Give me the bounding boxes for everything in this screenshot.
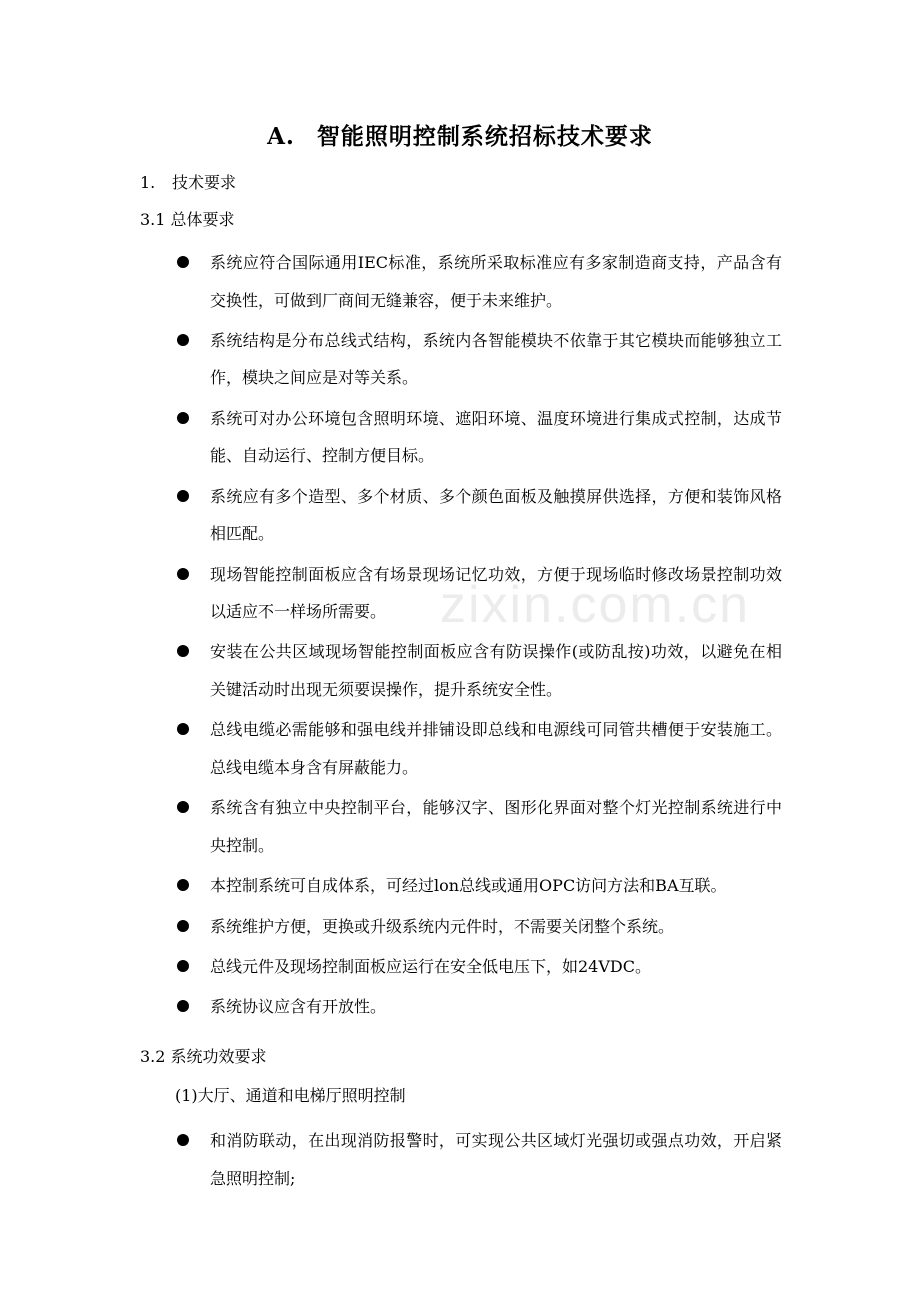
list-item-text: 系统协议应含有开放性。 (210, 997, 387, 1017)
list-item-text: 本控制系统可自成体系，可经过lon总线或通用OPC访问方法和BA互联。 (210, 876, 727, 896)
bullet-icon (177, 723, 189, 735)
list-item-text: 系统应有多个造型、多个材质、多个颜色面板及触摸屏供选择，方便和装饰风格相匹配。 (210, 486, 782, 544)
list-item (0, 908, 782, 946)
title-number: A. (267, 123, 295, 150)
section-title: 技术要求 (172, 173, 237, 192)
subheading: (1)大厅、通道和电梯厅照明控制 (175, 1086, 406, 1105)
section-number: 1. (140, 173, 156, 192)
bullet-icon (177, 256, 189, 268)
document-title (0, 118, 920, 151)
list-item-text: 总线电缆必需能够和强电线并排铺设即总线和电源线可同管共槽便于安装施工。总线电缆本身含有屏蔽能力。 (210, 720, 782, 777)
list-item (0, 633, 782, 708)
list-item (0, 556, 782, 631)
list-item-text: 系统结构是分布总线式结构，系统内各智能模块不依靠于其它模块而能够独立工作，模块之间应是对等关系。 (210, 330, 782, 388)
requirements-list-lobby (0, 1122, 920, 1200)
list-item (0, 711, 782, 786)
bullet-icon (177, 801, 189, 813)
list-item-text: 安装在公共区域现场智能控制面板应含有防误操作(或防乱按)功效，以避免在相关键活动时出现无须要误操作，提升系统安全性。 (210, 642, 782, 699)
bullet-icon (177, 568, 189, 580)
list-item-text: 系统应符合国际通用IEC标准，系统所采取标准应有多家制造商支持，产品含有交换性，可做到厂商间无缝兼容，便于未来维护。 (210, 253, 782, 310)
bullet-icon (177, 490, 189, 502)
list-item-text: 和消防联动，在出现消防报警时，可实现公共区域灯光强切或强点功效，开启紧急照明控制; (210, 1131, 782, 1188)
title-text: 智能照明控制系统招标技术要求 (316, 123, 653, 150)
bullet-icon (177, 960, 189, 972)
watermark: zixin.com.cn (440, 576, 751, 634)
list-item-text: 总线元件及现场控制面板应运行在安全低电压下，如24VDC。 (210, 956, 651, 976)
requirements-list-general (0, 244, 920, 1029)
section-heading-3-2: 3.2 系统功效要求 (140, 1047, 267, 1066)
bullet-icon (177, 645, 189, 657)
list-item (0, 789, 782, 864)
list-item (0, 867, 782, 905)
list-item-text: 系统含有独立中央控制平台，能够汉字、图形化界面对整个灯光控制系统进行中央控制。 (210, 798, 782, 855)
bullet-icon (177, 412, 189, 424)
section-heading-3-1: 3.1 总体要求 (140, 210, 235, 229)
list-item (0, 244, 782, 319)
bullet-icon (177, 879, 189, 891)
section-heading-1 (140, 170, 236, 193)
list-item-text: 系统可对办公环境包含照明环境、遮阳环境、温度环境进行集成式控制，达成节能、自动运行、控制方便目标。 (210, 408, 782, 466)
list-item (0, 948, 782, 986)
list-item (0, 988, 782, 1026)
bullet-icon (177, 920, 189, 932)
bullet-icon (177, 1000, 189, 1012)
list-item (0, 400, 782, 475)
list-item-text: 系统维护方便，更换或升级系统内元件时，不需要关闭整个系统。 (210, 916, 675, 936)
list-item (0, 478, 782, 553)
list-item (0, 322, 782, 397)
bullet-icon (177, 1134, 189, 1146)
list-item (0, 1122, 782, 1197)
bullet-icon (177, 334, 189, 346)
list-item-text: 现场智能控制面板应含有场景现场记忆功效，方便于现场临时修改场景控制功效以适应不一样场所需要。 (210, 564, 782, 622)
